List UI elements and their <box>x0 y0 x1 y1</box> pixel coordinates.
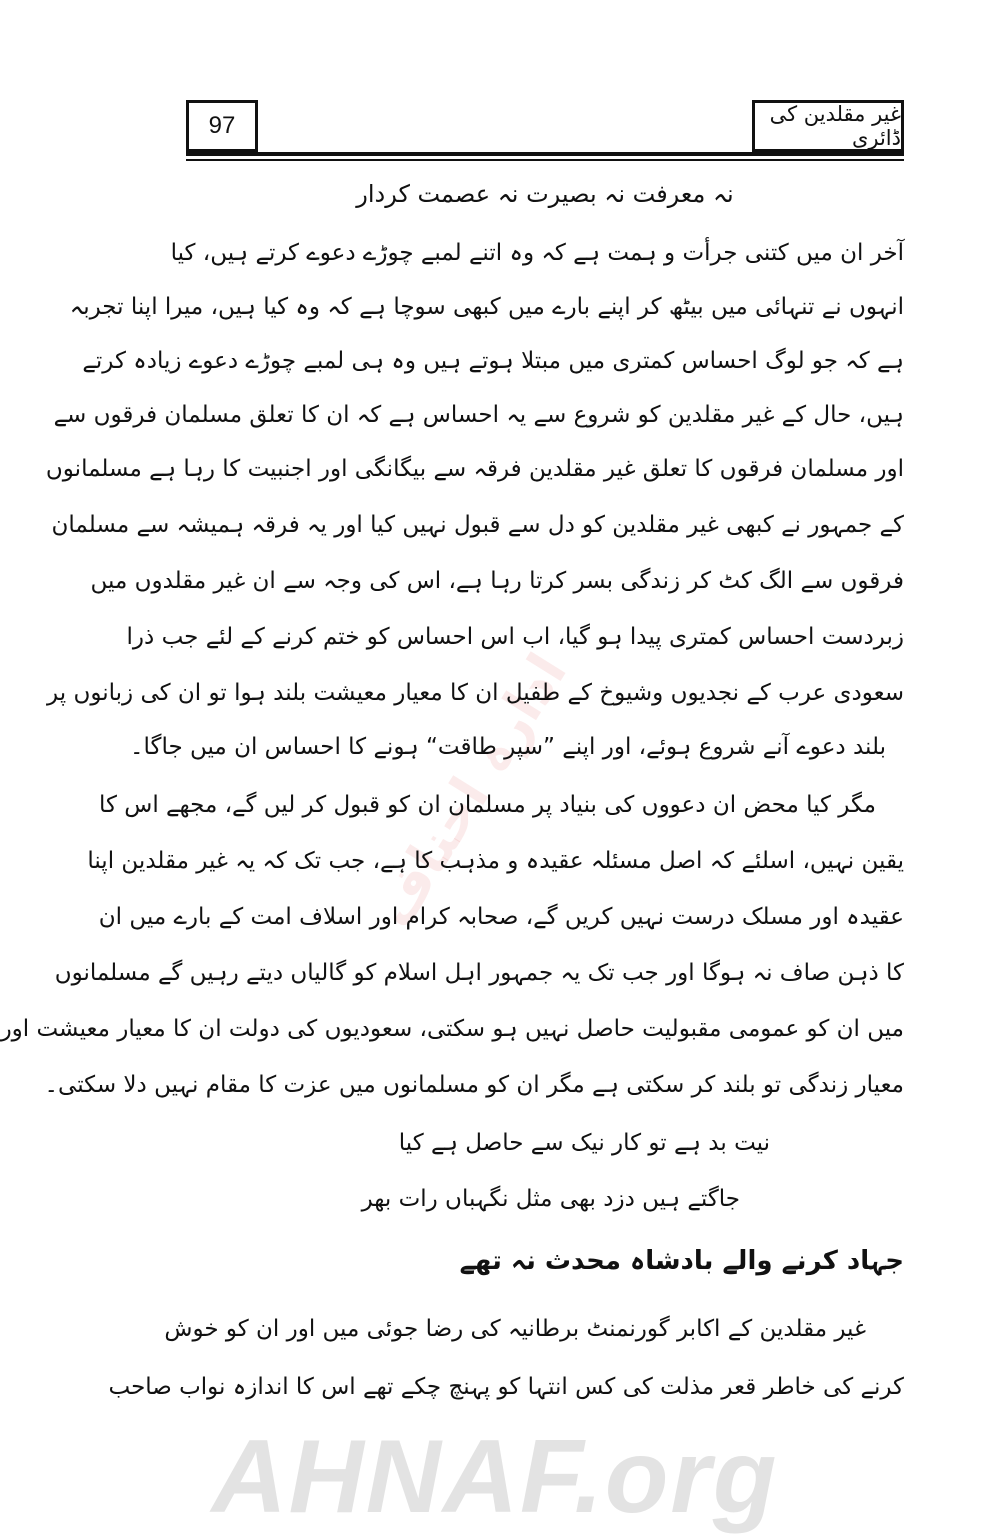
paragraph-2-line-2: یقین نہیں، اسلئے کہ اصل مسئلہ عقیدہ و مذہب کا ہے، جب تک کہ یہ غیر مقلدین اپنا <box>87 848 904 874</box>
poem-line-top: نہ معرفت نہ بصیرت نہ عصمت کردار <box>356 180 734 208</box>
paragraph-3-line-1: غیر مقلدین کے اکابر گورنمنٹ برطانیہ کی رضا جوئی میں اور ان کو خوش <box>164 1316 866 1342</box>
paragraph-1-line-10: بلند دعوے آنے شروع ہوئے، اور اپنے ”سپر طاقت“ ہونے کا احساس ان میں جاگا۔ <box>130 734 886 760</box>
paragraph-2-line-3: عقیدہ اور مسلک درست نہیں کریں گے، صحابہ کرام اور اسلاف امت کے بارے میں ان <box>98 904 904 930</box>
paragraph-3-line-2: کرنے کی خاطر قعر مذلت کی کس انتہا کو پہنچ چکے تھے اس کا اندازہ نواب صاحب <box>108 1374 904 1400</box>
site-watermark: AHNAF.org <box>211 1419 779 1535</box>
paragraph-1-line-5: اور مسلمان فرقوں کا تعلق غیر مقلدین فرقہ سے بیگانگی اور اجنبیت کا رہا ہے مسلمانوں <box>45 456 904 482</box>
diagonal-watermark: ادارہ احناف <box>361 642 579 938</box>
paragraph-2-line-1: مگر کیا محض ان دعووں کی بنیاد پر مسلمان ان کو قبول کر لیں گے، مجھے اس کا <box>98 792 876 818</box>
page-number: 97 <box>186 100 258 152</box>
paragraph-1-line-9: سعودی عرب کے نجدیوں وشیوخ کے طفیل ان کا معیار معیشت بلند ہوا تو ان کی زبانوں پر <box>47 680 904 706</box>
paragraph-1-line-6: کے جمہور نے کبھی غیر مقلدین کو دل سے قبول نہیں کیا اور یہ فرقہ ہمیشہ سے مسلمان <box>51 512 904 538</box>
header-rule-thin <box>186 159 904 161</box>
paragraph-2-line-5: میں ان کو عمومی مقبولیت حاصل نہیں ہو سکتی، سعودیوں کی دولت ان کا معیار معیشت اور <box>0 1016 904 1042</box>
paragraph-1-line-7: فرقوں سے الگ کٹ کر زندگی بسر کرتا رہا ہے، اس کی وجہ سے ان غیر مقلدوں میں <box>90 568 904 594</box>
book-title: غیر مقلدین کی ڈائری <box>752 100 904 152</box>
paragraph-1-line-4: ہیں، حال کے غیر مقلدین کو شروع سے یہ احساس ہے کہ ان کا تعلق مسلمان فرقوں سے <box>53 402 904 428</box>
page-header <box>186 100 904 158</box>
paragraph-1-line-2: انہوں نے تنہائی میں بیٹھ کر اپنے بارے میں کبھی سوچا ہے کہ وہ کیا ہیں، میرا اپنا تجربہ <box>69 294 904 320</box>
paragraph-1-line-8: زبردست احساس کمتری پیدا ہو گیا، اب اس احساس کو ختم کرنے کے لئے جب ذرا <box>126 624 904 650</box>
paragraph-2-line-6: معیار زندگی تو بلند کر سکتی ہے مگر ان کو مسلمانوں میں عزت کا مقام نہیں دلا سکتی۔ <box>44 1072 904 1098</box>
header-rule-thick <box>186 152 904 156</box>
paragraph-1-line-3: ہے کہ جو لوگ احساس کمتری میں مبتلا ہوتے ہیں وہ ہی لمبے چوڑے دعوے زیادہ کرتے <box>82 348 904 374</box>
paragraph-1-line-1: آخر ان میں کتنی جرأت و ہمت ہے کہ وہ اتنے لمبے چوڑے دعوے کرتے ہیں، کیا <box>170 240 904 266</box>
section-heading: جہاد کرنے والے بادشاہ محدث نہ تھے <box>459 1246 904 1276</box>
paragraph-2-line-4: کا ذہن صاف نہ ہوگا اور جب تک یہ جمہور اہل اسلام کو گالیاں دیتے رہیں گے مسلمانوں <box>54 960 904 986</box>
verse-line-2: جاگتے ہیں دزد بھی مثل نگہباں رات بھر <box>361 1186 740 1212</box>
verse-line-1: نیت بد ہے تو کار نیک سے حاصل ہے کیا <box>398 1130 770 1156</box>
